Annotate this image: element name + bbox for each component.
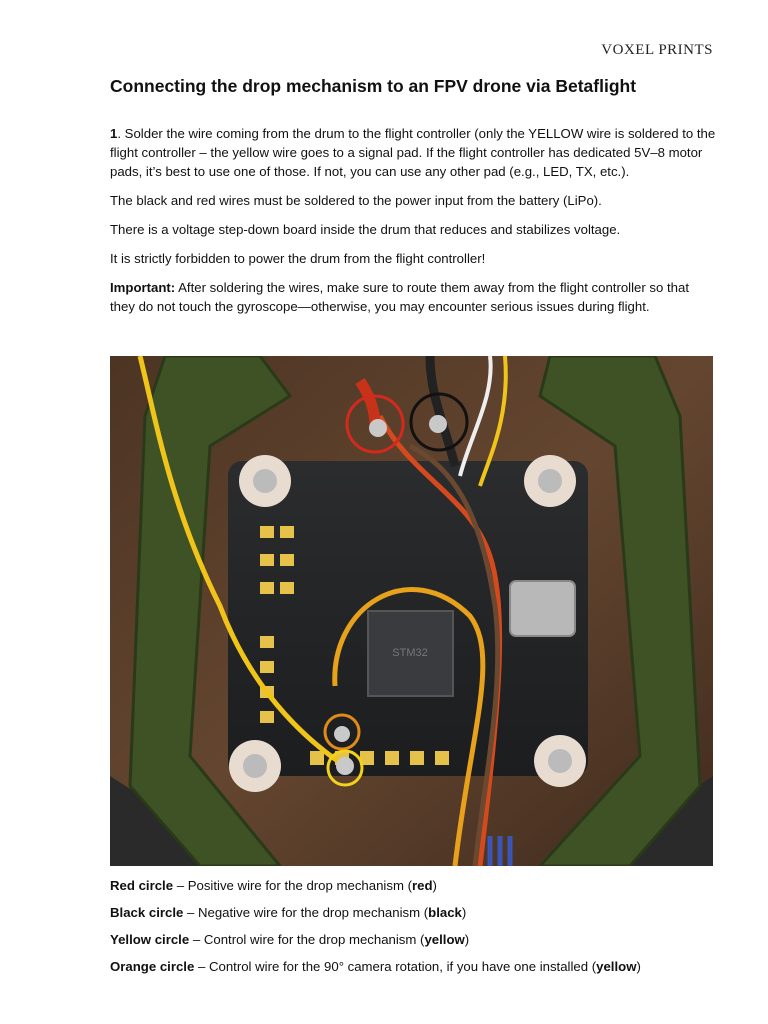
- legend-orange: Orange circle – Control wire for the 90° camera rotation, if you have one installed (yellow): [110, 959, 641, 974]
- step-1-text: . Solder the wire coming from the drum to the flight controller (only the YELLOW wire is soldered to the flight controller – the yellow wire goes to a signal pad. If the flight controller has dedicated 5V–8 motor pads, it’s best to use one of those. If not, you can use any other pad (e.g., LED, TX, etc.).: [110, 126, 716, 179]
- legend-yellow: Yellow circle – Control wire for the drop mechanism (yellow): [110, 932, 470, 947]
- brand-header: VOXEL PRINTS: [601, 42, 713, 58]
- step-number: 1: [110, 126, 118, 141]
- flight-controller-photo: [110, 356, 713, 866]
- power-paragraph: The black and red wires must be soldered to the power input from the battery (LiPo).: [110, 193, 602, 208]
- page-title: Connecting the drop mechanism to an FPV drone via Betaflight: [110, 76, 637, 96]
- flight-controller-illustration: [110, 356, 713, 866]
- legend-black: Black circle – Negative wire for the drop mechanism (black): [110, 905, 467, 920]
- important-label: Important:: [110, 280, 176, 295]
- important-text: After soldering the wires, make sure to route them away from the flight controller so that they do not touch the gyroscope—otherwise, you may encounter serious issues during flight.: [110, 280, 690, 314]
- circle-legend: [110, 876, 730, 984]
- stepdown-paragraph: There is a voltage step-down board inside the drum that reduces and stabilizes voltage.: [110, 222, 621, 237]
- instructions: [110, 124, 716, 326]
- mcu-label: STM32: [392, 647, 428, 659]
- forbidden-paragraph: It is strictly forbidden to power the drum from the flight controller!: [110, 251, 486, 266]
- step-1-paragraph: [110, 124, 716, 181]
- legend-red: Red circle – Positive wire for the drop mechanism (red): [110, 878, 437, 893]
- important-paragraph: [110, 278, 716, 316]
